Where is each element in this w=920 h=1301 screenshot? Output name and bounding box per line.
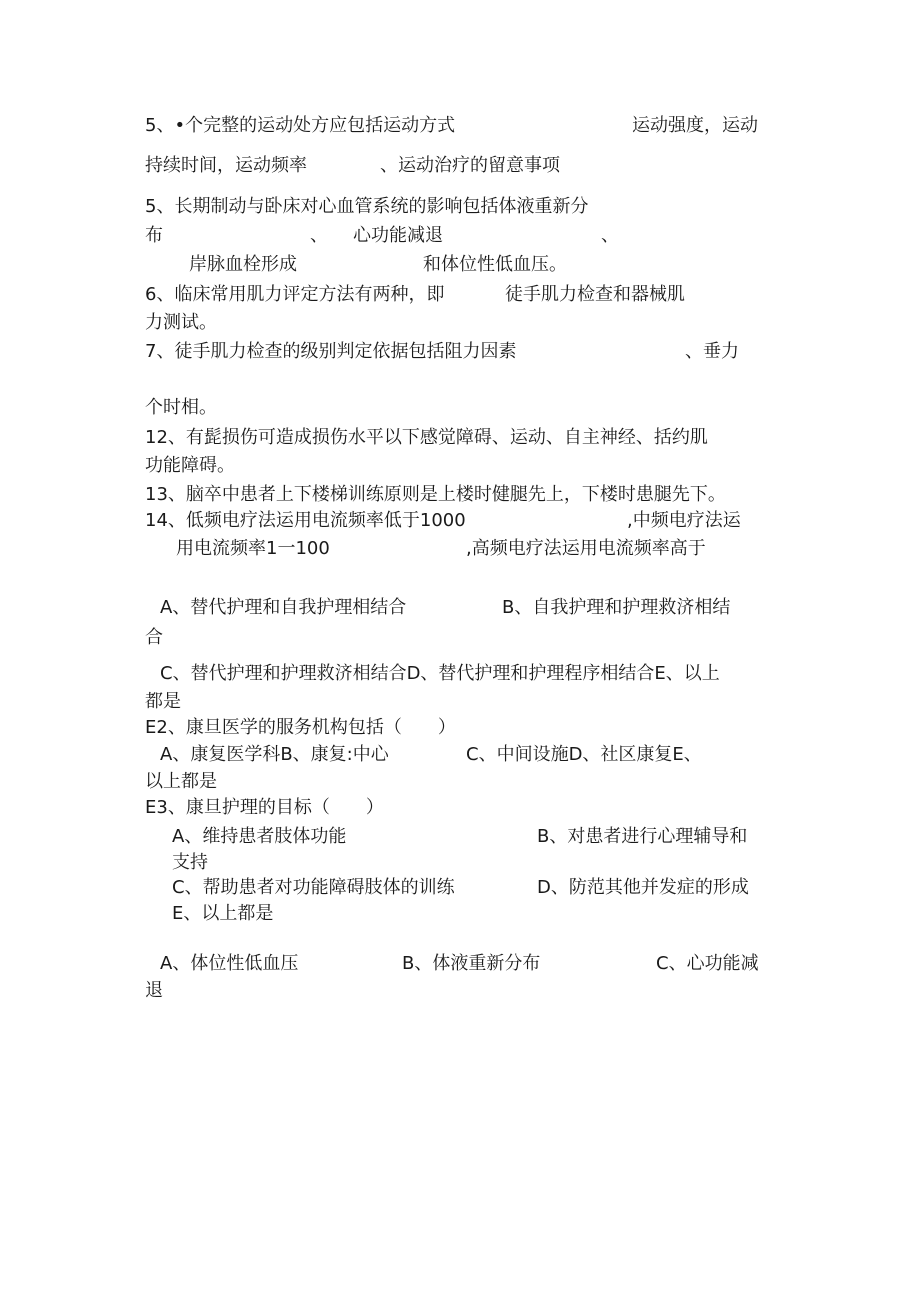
text-line: 个时相。 [145, 397, 217, 418]
text-line: 徒手肌力检查和器械肌 [505, 284, 685, 305]
option-e: E、以上都是 [172, 903, 274, 924]
text-line: ,中频电疗法运 [627, 510, 741, 531]
text-line: 5、•个完整的运动处方应包括运动方式 [145, 115, 456, 136]
text-line: 6、临床常用肌力评定方法有两种，即 [145, 284, 445, 305]
text-line: 功能障碍。 [145, 455, 235, 476]
text-line: 持续时间，运动频率 [145, 155, 307, 176]
option-line: C、中间设施D、社区康复E、 [466, 744, 702, 765]
text-line: 用电流频率1一100 [176, 538, 330, 559]
text-line: 14、低频电疗法运用电流频率低于1000 [145, 510, 466, 531]
text-line: 都是 [145, 691, 181, 712]
text-line: 、 [601, 225, 619, 246]
option-d: D、防范其他并发症的形成 [537, 877, 749, 898]
text-line: 以上都是 [145, 771, 217, 792]
text-line: 13、脑卒中患者上下楼梯训练原则是上楼时健腿先上，下楼时患腿先下。 [145, 484, 726, 505]
text-line: 、垂力 [685, 341, 739, 362]
text-line: 退 [145, 980, 163, 1001]
option-b: B、对患者进行心理辅导和 [537, 826, 748, 847]
text-line: 心功能减退 [353, 225, 443, 246]
text-line: 、运动治疗的留意事项 [380, 155, 560, 176]
question-title: E2、康旦医学的服务机构包括（ ） [145, 717, 456, 738]
text-line: 支持 [172, 852, 208, 873]
text-line: 运动强度，运动 [632, 115, 758, 136]
option-b: B、体液重新分布 [402, 953, 541, 974]
text-line: 力测试。 [145, 312, 217, 333]
option-c: C、心功能减 [656, 953, 759, 974]
option-b: B、自我护理和护理救济相结 [502, 597, 731, 618]
text-line: 7、徒手肌力检查的级别判定依据包括阻力因素 [145, 341, 517, 362]
text-line: ,高频电疗法运用电流频率高于 [466, 538, 706, 559]
text-line: 和体位性低血压。 [423, 254, 567, 275]
text-line: 5、长期制动与卧床对心血管系统的影响包括体液重新分 [145, 196, 589, 217]
option-a: A、替代护理和自我护理相结合 [160, 597, 407, 618]
text-line: 合 [145, 627, 163, 648]
text-line: 岸脉血栓形成 [189, 254, 297, 275]
option-a: A、维持患者肢体功能 [172, 826, 347, 847]
question-title: E3、康旦护理的目标（ ） [145, 797, 384, 818]
text-line: 、 [310, 225, 328, 246]
option-line: C、替代护理和护理救济相结合D、替代护理和护理程序相结合E、以上 [160, 663, 720, 684]
option-a: A、体位性低血压 [160, 953, 299, 974]
option-line: A、康复医学科B、康复:中心 [160, 744, 389, 765]
text-line: 布 [145, 225, 163, 246]
option-c: C、帮助患者对功能障碍肢体的训练 [172, 877, 455, 898]
text-line: 12、有髭损伤可造成损伤水平以下感觉障碍、运动、自主神经、括约肌 [145, 427, 708, 448]
